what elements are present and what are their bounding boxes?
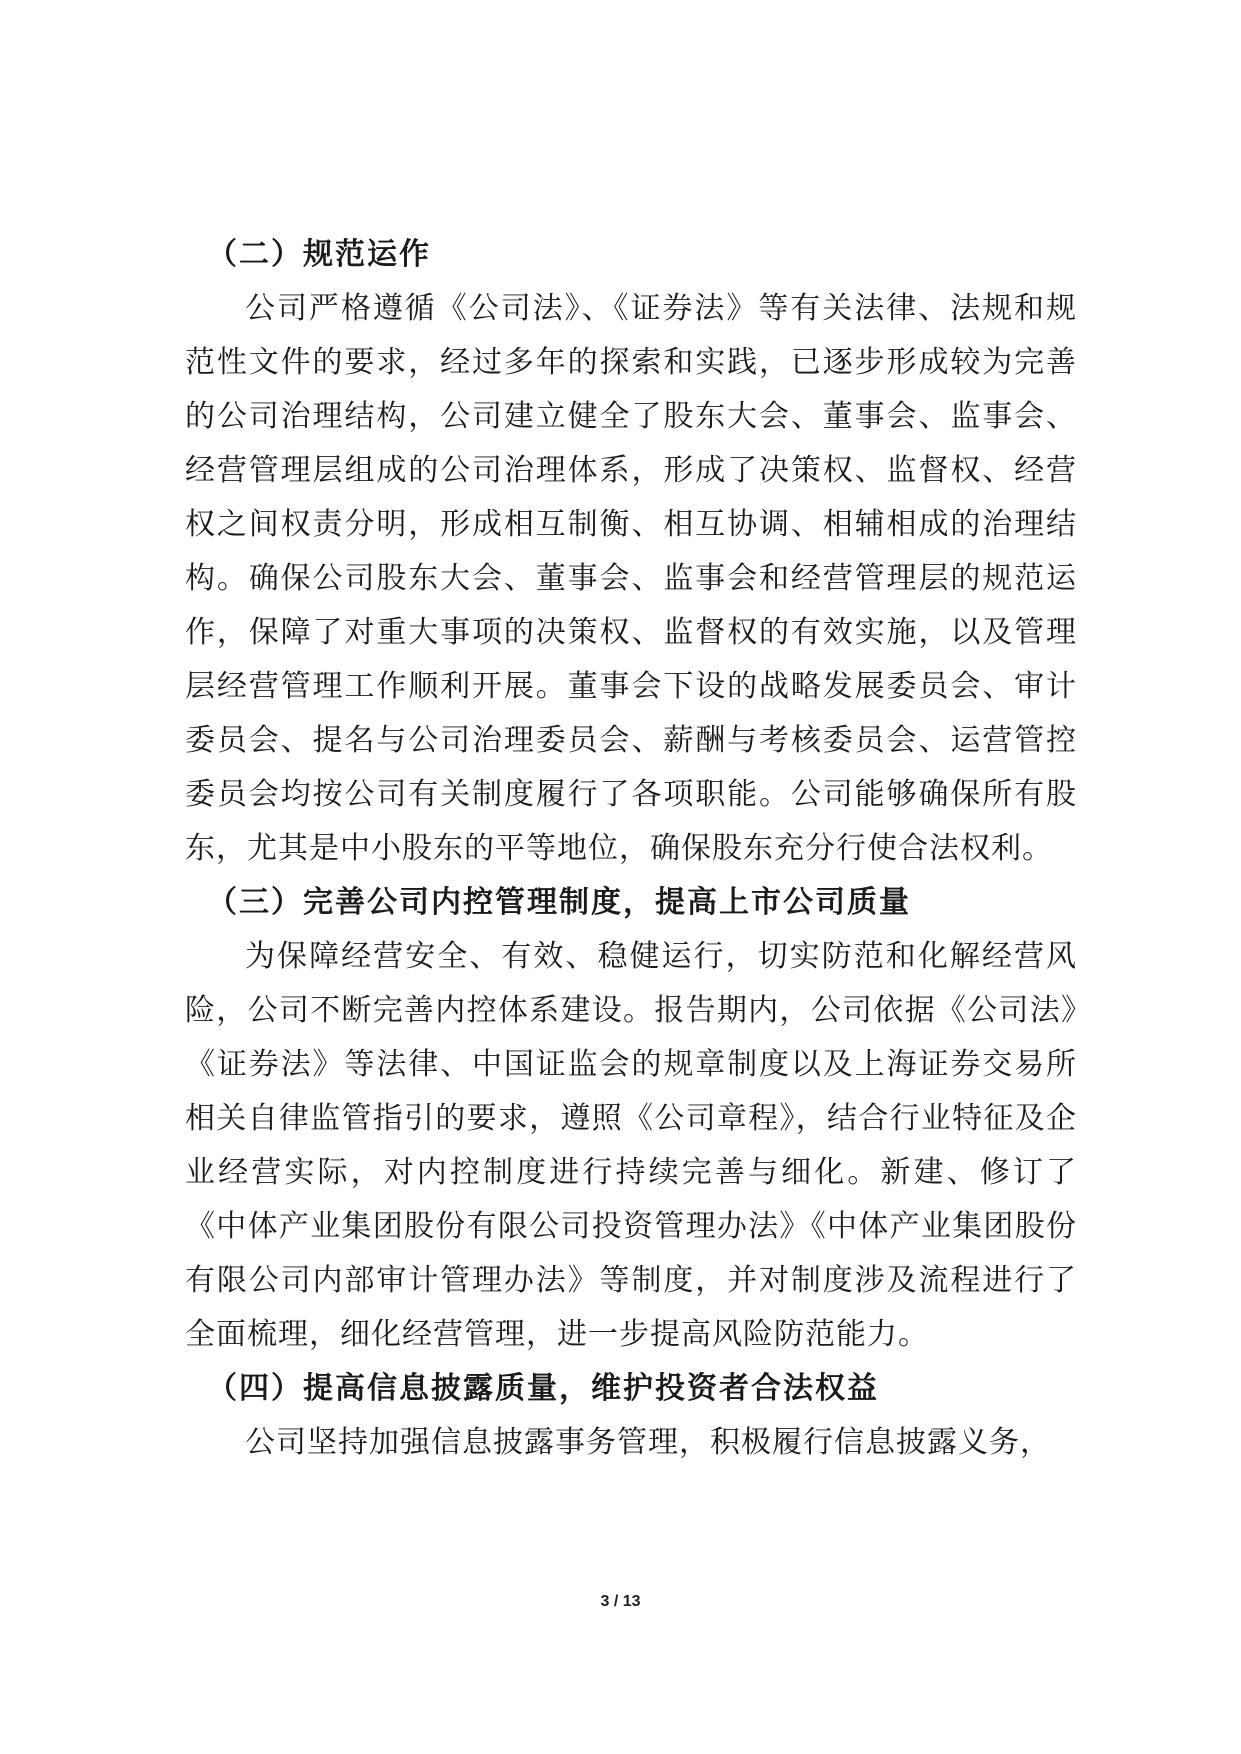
- section-heading-3: （三）完善公司内控管理制度，提高上市公司质量: [207, 885, 911, 920]
- section-4-paragraph: 公司坚持加强信息披露事务管理，积极履行信息披露义务，: [245, 1425, 1051, 1460]
- page-number: 3 / 13: [600, 1593, 641, 1610]
- section-heading-2: （二）规范运作: [207, 237, 431, 272]
- section-2-paragraph: 公司严格遵循《公司法》、《证券法》等有关法律、法规和规范性文件的要求，经过多年的探索和实践，已逐步形成较为完善的公司治理结构，公司建立健全了股东大会、董事会、监事会、经营管理层组成的公司治理体系，形成了决策权、监督权、经营权之间权责分明，形成相互制衡、相互协调、相辅相成的治理结构。确保公司股东大会、董事会、监事会和经营管理层的规范运作，保障了对重大事项的决策权、监督权的有效实施，以及管理层经营管理工作顺利开展。董事会下设的战略发展委员会、审计委员会、提名与公司治理委员会、薪酬与考核委员会、运营管控委员会均按公司有关制度履行了各项职能。公司能够确保所有股东，尤其是中小股东的平等地位，确保股东充分行使合法权利。: [185, 291, 1077, 866]
- document-body: [185, 228, 1077, 1470]
- section-heading-4: （四）提高信息披露质量，维护投资者合法权益: [207, 1371, 879, 1406]
- section-3-paragraph: 为保障经营安全、有效、稳健运行，切实防范和化解经营风险，公司不断完善内控体系建设。报告期内，公司依据《公司法》《证券法》等法律、中国证监会的规章制度以及上海证券交易所相关自律监管指引的要求，遵照《公司章程》，结合行业特征及企业经营实际，对内控制度进行持续完善与细化。新建、修订了《中体产业集团股份有限公司投资管理办法》《中体产业集团股份有限公司内部审计管理办法》等制度，并对制度涉及流程进行了全面梳理，细化经营管理，进一步提高风险防范能力。: [185, 939, 1077, 1352]
